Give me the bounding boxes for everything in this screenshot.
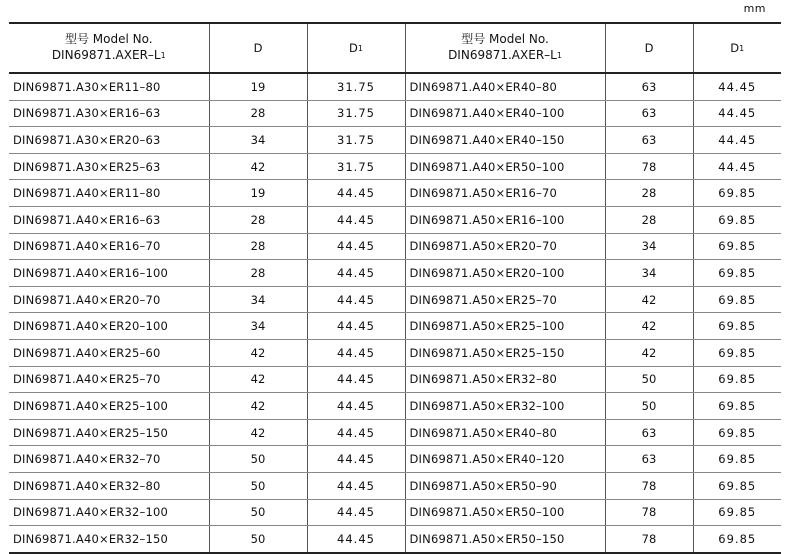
cell-d1-right: 69.85 — [693, 313, 781, 340]
cell-d-left: 50 — [209, 446, 307, 473]
cell-d1-right: 69.85 — [693, 526, 781, 553]
cell-d-right: 78 — [605, 153, 693, 180]
cell-d-right: 34 — [605, 260, 693, 287]
cell-d1-right: 69.85 — [693, 286, 781, 313]
cell-d-right: 78 — [605, 472, 693, 499]
cell-d1-left: 44.45 — [307, 393, 405, 420]
cell-d-left: 28 — [209, 206, 307, 233]
cell-model-left: DIN69871.A40×ER16–100 — [9, 260, 209, 287]
cell-d-right: 63 — [605, 127, 693, 154]
cell-d1-left: 31.75 — [307, 153, 405, 180]
cell-d1-right: 69.85 — [693, 366, 781, 393]
cell-d-right: 63 — [605, 419, 693, 446]
cell-model-left: DIN69871.A40×ER20–70 — [9, 286, 209, 313]
cell-d-left: 50 — [209, 472, 307, 499]
cell-model-right: DIN69871.A50×ER25–150 — [405, 339, 605, 366]
cell-d1-left: 44.45 — [307, 206, 405, 233]
table-row — [9, 260, 781, 287]
cell-d1-right: 69.85 — [693, 260, 781, 287]
cell-d1-left: 31.75 — [307, 100, 405, 127]
cell-d-left: 28 — [209, 100, 307, 127]
cell-model-left: DIN69871.A40×ER25–150 — [9, 419, 209, 446]
table-row — [9, 393, 781, 420]
cell-d-left: 42 — [209, 366, 307, 393]
header-d1-left: $D_1$ — [307, 23, 405, 73]
cell-model-right: DIN69871.A50×ER40–80 — [405, 419, 605, 446]
table-body — [9, 73, 781, 553]
header-model-right — [405, 23, 605, 73]
cell-d-right: 28 — [605, 206, 693, 233]
spec-table — [9, 22, 781, 554]
cell-model-right: DIN69871.A50×ER25–100 — [405, 313, 605, 340]
cell-d1-left: 44.45 — [307, 260, 405, 287]
cell-d-right: 50 — [605, 366, 693, 393]
table-row — [9, 313, 781, 340]
cell-d-left: 19 — [209, 73, 307, 100]
cell-model-right: DIN69871.A50×ER20–100 — [405, 260, 605, 287]
cell-d1-right: 44.45 — [693, 127, 781, 154]
cell-model-left: DIN69871.A40×ER25–100 — [9, 393, 209, 420]
cell-d1-right: 69.85 — [693, 499, 781, 526]
cell-d-left: 34 — [209, 286, 307, 313]
cell-d1-right: 69.85 — [693, 206, 781, 233]
table-row — [9, 446, 781, 473]
table-row — [9, 127, 781, 154]
cell-d-left: 28 — [209, 260, 307, 287]
cell-model-right: DIN69871.A50×ER25–70 — [405, 286, 605, 313]
cell-model-right: DIN69871.A40×ER50–100 — [405, 153, 605, 180]
cell-model-right: DIN69871.A50×ER16–70 — [405, 180, 605, 207]
cell-d1-right: 44.45 — [693, 153, 781, 180]
header-row — [9, 23, 781, 73]
cell-model-right: DIN69871.A50×ER50–90 — [405, 472, 605, 499]
cell-model-left: DIN69871.A40×ER11–80 — [9, 180, 209, 207]
cell-d-right: 78 — [605, 526, 693, 553]
cell-model-right: DIN69871.A50×ER32–80 — [405, 366, 605, 393]
table-row — [9, 100, 781, 127]
cell-model-left: DIN69871.A40×ER32–70 — [9, 446, 209, 473]
cell-d1-left: 31.75 — [307, 127, 405, 154]
cell-d1-left: 44.45 — [307, 419, 405, 446]
cell-d1-left: 44.45 — [307, 472, 405, 499]
cell-d-left: 42 — [209, 153, 307, 180]
table-row — [9, 153, 781, 180]
cell-d-left: 42 — [209, 339, 307, 366]
cell-d1-left: 44.45 — [307, 339, 405, 366]
cell-d1-left: 44.45 — [307, 366, 405, 393]
cell-d1-right: 69.85 — [693, 233, 781, 260]
header-model-line2: $DIN69871.AXER-L_1$ — [51, 48, 166, 62]
table-row — [9, 286, 781, 313]
cell-d-right: 78 — [605, 499, 693, 526]
cell-d1-right: 69.85 — [693, 339, 781, 366]
cell-d1-right: 44.45 — [693, 100, 781, 127]
table-row — [9, 73, 781, 100]
table-row — [9, 419, 781, 446]
cell-model-right: DIN69871.A50×ER20–70 — [405, 233, 605, 260]
table-row — [9, 339, 781, 366]
table-row — [9, 233, 781, 260]
unit-label: mm — [743, 2, 766, 15]
header-model-line1: 型号 Model No. — [461, 32, 549, 46]
cell-model-left: DIN69871.A30×ER16–63 — [9, 100, 209, 127]
cell-model-left: DIN69871.A40×ER25–70 — [9, 366, 209, 393]
cell-model-left: DIN69871.A40×ER16–70 — [9, 233, 209, 260]
cell-d1-right: 44.45 — [693, 73, 781, 100]
cell-d-right: 42 — [605, 313, 693, 340]
cell-d1-right: 69.85 — [693, 393, 781, 420]
table-row — [9, 180, 781, 207]
header-d-left: D — [209, 23, 307, 73]
cell-model-left: DIN69871.A40×ER32–150 — [9, 526, 209, 553]
cell-model-left: DIN69871.A30×ER20–63 — [9, 127, 209, 154]
table-row — [9, 206, 781, 233]
header-d1-right: $D_1$ — [693, 23, 781, 73]
cell-d1-left: 44.45 — [307, 499, 405, 526]
cell-d1-right: 69.85 — [693, 180, 781, 207]
cell-d-left: 42 — [209, 393, 307, 420]
cell-d-right: 42 — [605, 339, 693, 366]
cell-d1-right: 69.85 — [693, 419, 781, 446]
cell-model-right: DIN69871.A50×ER50–100 — [405, 499, 605, 526]
cell-d-left: 19 — [209, 180, 307, 207]
cell-d-right: 63 — [605, 73, 693, 100]
cell-model-left: DIN69871.A40×ER20–100 — [9, 313, 209, 340]
table-row — [9, 499, 781, 526]
cell-d-left: 50 — [209, 526, 307, 553]
cell-d1-left: 44.45 — [307, 233, 405, 260]
cell-d-right: 63 — [605, 446, 693, 473]
cell-model-right: DIN69871.A50×ER16–100 — [405, 206, 605, 233]
cell-model-right: DIN69871.A40×ER40–100 — [405, 100, 605, 127]
cell-d1-left: 44.45 — [307, 526, 405, 553]
cell-model-left: DIN69871.A40×ER32–100 — [9, 499, 209, 526]
cell-model-right: DIN69871.A50×ER40–120 — [405, 446, 605, 473]
cell-model-left: DIN69871.A40×ER32–80 — [9, 472, 209, 499]
cell-model-right: DIN69871.A50×ER32–100 — [405, 393, 605, 420]
header-model-line1: 型号 Model No. — [64, 32, 153, 46]
cell-model-left: DIN69871.A30×ER25–63 — [9, 153, 209, 180]
table-row — [9, 366, 781, 393]
cell-model-left: DIN69871.A30×ER11–80 — [9, 73, 209, 100]
cell-d1-left: 44.45 — [307, 313, 405, 340]
table-row — [9, 526, 781, 553]
cell-d-right: 50 — [605, 393, 693, 420]
header-model-line2: $DIN69871.AXER-L_1$ — [448, 48, 562, 62]
cell-d1-left: 44.45 — [307, 180, 405, 207]
cell-model-left: DIN69871.A40×ER16–63 — [9, 206, 209, 233]
cell-d1-left: 44.45 — [307, 286, 405, 313]
cell-model-left: DIN69871.A40×ER25–60 — [9, 339, 209, 366]
cell-model-right: DIN69871.A40×ER40–80 — [405, 73, 605, 100]
cell-d-right: 34 — [605, 233, 693, 260]
cell-d1-left: 31.75 — [307, 73, 405, 100]
header-model-left — [9, 23, 209, 73]
cell-model-right: DIN69871.A50×ER50–150 — [405, 526, 605, 553]
cell-d1-right: 69.85 — [693, 472, 781, 499]
cell-d-left: 50 — [209, 499, 307, 526]
cell-d-left: 34 — [209, 313, 307, 340]
cell-d-right: 28 — [605, 180, 693, 207]
cell-d-left: 34 — [209, 127, 307, 154]
cell-d-right: 42 — [605, 286, 693, 313]
cell-d-left: 28 — [209, 233, 307, 260]
cell-d-right: 63 — [605, 100, 693, 127]
table-row — [9, 472, 781, 499]
header-d-right: D — [605, 23, 693, 73]
cell-d-left: 42 — [209, 419, 307, 446]
cell-d1-left: 44.45 — [307, 446, 405, 473]
cell-model-right: DIN69871.A40×ER40–150 — [405, 127, 605, 154]
cell-d1-right: 69.85 — [693, 446, 781, 473]
